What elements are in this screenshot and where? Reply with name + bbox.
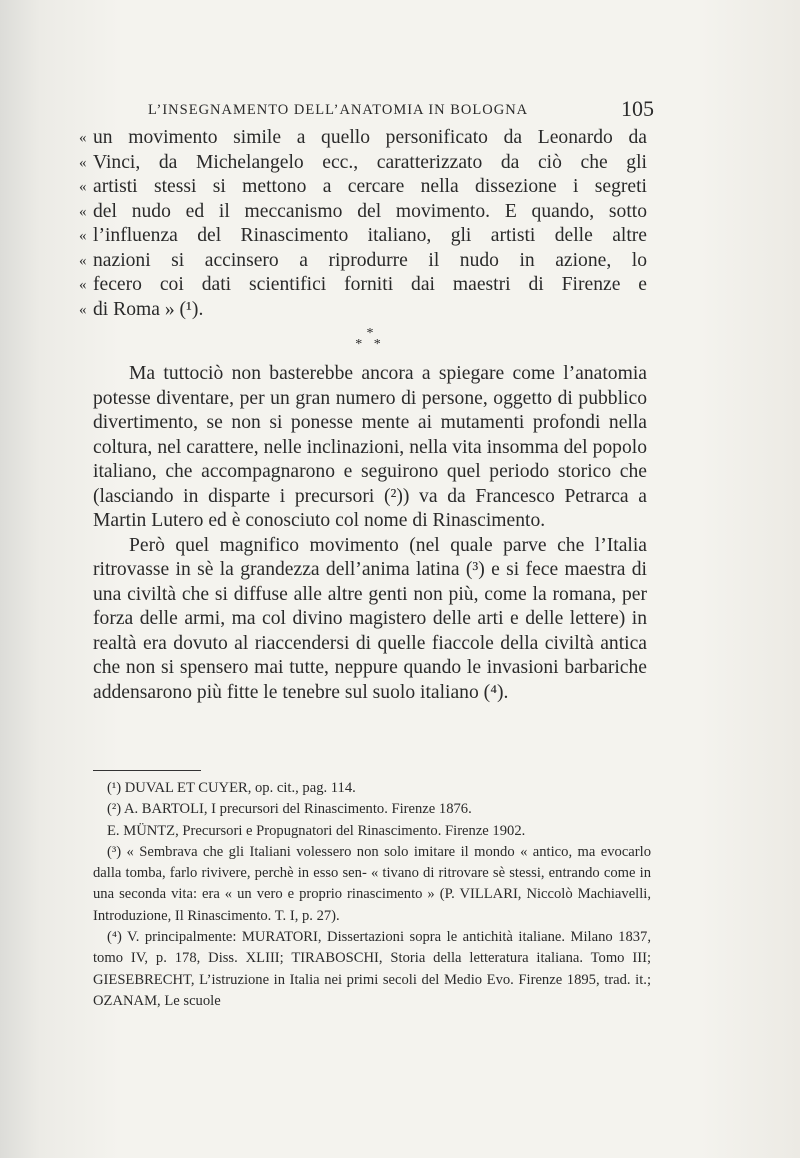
running-title: L’INSEGNAMENTO DELL’ANATOMIA IN BOLOGNA xyxy=(148,102,529,118)
paragraph: Però quel magnifico movimento (nel quale parve che l’Italia ritrovasse in sè la grandezza dell’anima latina (³) e si fece maestra di una civiltà che si diffuse alle altre genti non più, come la romana, per forza delle armi, ma col divino magistero delle arti e delle lettere) in realtà era dovuto al riaccendersi di quelle fiaccole della civiltà antica che non si spensero mai tutte, neppure quando le invasioni barbariche addensarono più fitte le tenebre sul suolo italiano (⁴). xyxy=(93,534,647,703)
footnote-rule xyxy=(93,770,201,771)
quote-line: « fecero coi dati scientifici forniti dai maestri di Firenze e xyxy=(79,274,647,295)
quote-line: « nazioni si accinsero a riprodurre il nudo in azione, lo xyxy=(79,249,647,271)
footnote: (⁴) V. principalmente: MURATORI, Dissertazioni sopra le antichità italiane. Milano 1837, tomo IV, p. 178, Diss. XLIII; TIRABOSCHI, Storia della letteratura italiana. Tomo III; GIESEBRECHT, L’istruzione in Italia nei primi secoli del Medio Evo. Firenze 1895, trad. it.; OZANAM, Le scuole xyxy=(93,929,651,1009)
page-number: 105 xyxy=(621,96,654,121)
quote-line: « di Roma » (¹). xyxy=(79,298,204,320)
quote-line: « artisti stessi si mettono a cercare nella dissezione i segreti xyxy=(79,176,647,197)
footnote: (²) A. BARTOLI, I precursori del Rinascimento. Firenze 1876. xyxy=(107,801,472,818)
paragraph: Ma tuttociò non basterebbe ancora a spiegare come l’anatomia potesse diventare, per un gran numero di persone, oggetto di pubblico divertimento, se non si ponesse mente ai mutamenti profondi nella coltura, nel carattere, nelle inclinazioni, nella vita insomma del popolo italiano, che accompagnarono e seguirono quel periodo storico che (lasciando in disparte i precursori (²)) va da Francesco Petrarca a Martin Lutero ed è conosciuto col nome di Rinascimento. xyxy=(93,363,647,531)
footnote: E. MÜNTZ, Precursori e Propugnatori del Rinascimento. Firenze 1902. xyxy=(107,822,526,839)
quote-line: « l’influenza del Rinascimento italiano, gli artisti delle altre xyxy=(79,225,647,246)
footnote: (³) « Sembrava che gli Italiani volessero non solo imitare il mondo « antico, ma evocarlo dalla tomba, farlo rivivere, perchè in esso sen- « tivano di ritrovare sè stessi, entrando come in una seconda vita: era « un vero e proprio rinascimento » (P. VILLARI, Niccolò Machiavelli, Introduzione, Il Rinascimento. T. I, p. 27). xyxy=(93,843,651,924)
asterism-divider: * * * xyxy=(355,326,385,352)
footnotes xyxy=(93,778,651,1012)
quote-line: « un movimento simile a quello personificato da Leonardo da xyxy=(79,127,647,148)
quote-line: « Vinci, da Michelangelo ecc., caratterizzato da ciò che gli xyxy=(79,151,647,173)
main-text xyxy=(79,126,647,705)
footnote: (¹) DUVAL ET CUYER, op. cit., pag. 114. xyxy=(107,780,356,796)
quote-line: « del nudo ed il meccanismo del movimento. E quando, sotto xyxy=(79,200,647,222)
